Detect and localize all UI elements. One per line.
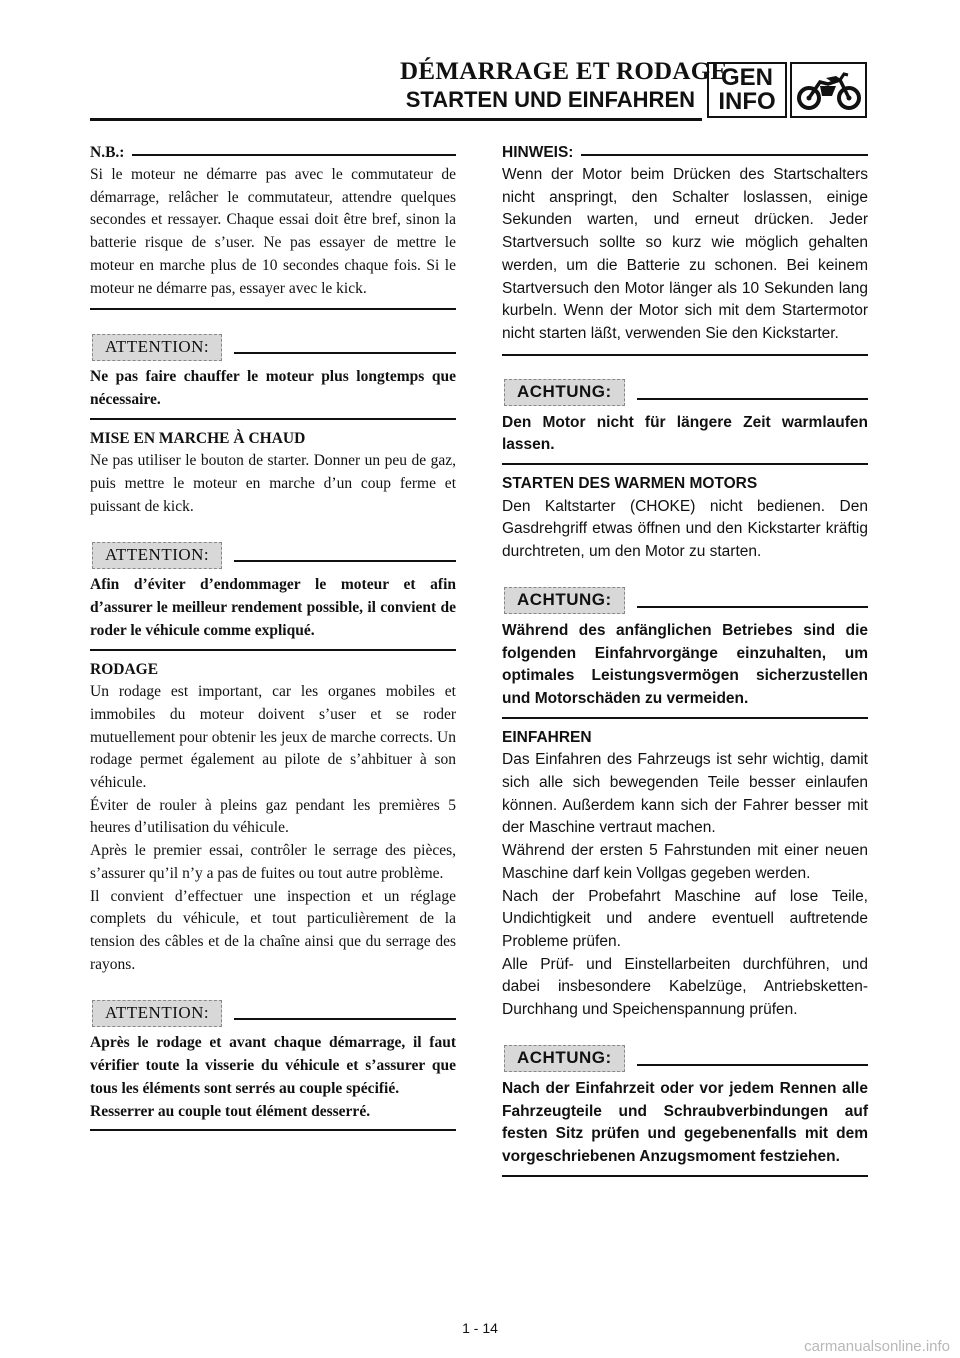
divider (502, 1175, 868, 1177)
attention-badge: ATTENTION: (92, 334, 222, 361)
achtung-rule (637, 398, 868, 400)
achtung-heading (502, 1044, 868, 1074)
rodage-paragraph: Après le premier essai, contrôler le serrage des pièces, s’assurer qu’il n’y a pas de fuites ou tout autre problème. (90, 842, 456, 882)
achtung-badge: ACHTUNG: (504, 379, 625, 406)
page-title-de: STARTEN UND EINFAHREN (405, 87, 695, 112)
attention-rule (234, 560, 456, 562)
rodage-paragraph: Il convient d’effectuer une inspection et un réglage complets du véhicule, et tout particulièrement de la tension des câbles et de la chaîne ainsi que du serrage des rayons. (90, 887, 456, 973)
warm-text: Ne pas utiliser le bouton de starter. Donner un peu de gaz, puis mettre le moteur en marche d’un coup ferme et puissant de kick. (90, 452, 456, 515)
einfahren-paragraph: Alle Prüf- und Einstellarbeiten durchführen, und dabei insbesondere Kabelzüge, Antriebsketten-Durchhang und Speichenspannung prüfen. (502, 955, 868, 1019)
attention-badge: ATTENTION: (92, 542, 222, 569)
section-title-einfahren: EINFAHREN (502, 728, 592, 746)
motorcycle-icon-box (790, 62, 867, 118)
attention-text: Après le rodage et avant chaque démarrage, il faut vérifier toute la visserie du véhicule et s’assurer que tous les éléments sont serrés au couple spécifié. (90, 1034, 456, 1097)
section-badge-line1: GEN (720, 64, 773, 91)
french-column (90, 142, 456, 1131)
hinweis-text: Wenn der Motor beim Drücken des Startschalters nicht anspringt, den Schalter loslassen, einige Sekunden warten, und erneut drücken. Jeder Startversuch sollte so kurz wie möglich gehalten werden, um die Batterie zu schonen. Bei keinem Startversuch den Motor länger als 10 Sekunden lang kurbeln. Wenn der Motor sich mit dem Startermotor nicht starten läßt, verwenden Sie den Kickstarter. (502, 166, 868, 342)
einfahren-paragraph: Das Einfahren des Fahrzeugs ist sehr wichtig, damit sich alle sich bewegenden Teile besser einlaufen können. Außerdem kann sich der Fahrer besser mit der Maschine vertraut machen. (502, 751, 868, 837)
hinweis-label: HINWEIS: (502, 143, 574, 161)
attention-rule (234, 352, 456, 354)
section-badge-line2: INFO (718, 88, 776, 115)
header-rule (90, 118, 702, 121)
achtung-badge: ACHTUNG: (504, 587, 625, 614)
einfahren-paragraph: Während der ersten 5 Fahrstunden mit einer neuen Maschine darf kein Vollgas gegeben werden. (502, 842, 868, 882)
achtung-badge: ACHTUNG: (504, 1045, 625, 1072)
section-title-rodage: RODAGE (90, 660, 159, 678)
nb-label: N.B.: (90, 143, 125, 161)
warm-text: Den Kaltstarter (CHOKE) nicht bedienen. Den Gasdrehgriff etwas öffnen und den Kickstarter kräftig durchtreten, um den Motor zu starten. (502, 497, 868, 561)
attention-heading (90, 332, 456, 362)
section-title-warm: STARTEN DES WARMEN MOTORS (502, 475, 758, 493)
attention-badge: ATTENTION: (92, 1000, 222, 1027)
section-badge (707, 62, 787, 118)
attention-text: Resserrer au couple tout élément desserré. (90, 1102, 371, 1120)
hinweis-rule (581, 154, 868, 156)
achtung-text: Nach der Einfahrzeit oder vor jedem Rennen alle Fahrzeugteile und Schraubverbindungen auf festen Sitz prüfen und gegebenenfalls mit dem vorgeschriebenen Anzugsmoment festziehen. (502, 1079, 868, 1165)
attention-rule (234, 1018, 456, 1020)
achtung-heading (502, 586, 868, 616)
hinweis-heading (502, 142, 868, 164)
rodage-paragraph: Un rodage est important, car les organes mobiles et immobiles du moteur doivent s’user et se roder mutuellement pour obtenir les jeux de marche corrects. Un rodage permet également au pilote de s’ahbituer à son véhicule. (90, 683, 456, 792)
attention-text: Ne pas faire chauffer le moteur plus longtemps que nécessaire. (90, 368, 456, 408)
achtung-rule (637, 606, 868, 608)
attention-text: Afin d’éviter d’endommager le moteur et afin d’assurer le meilleur rendement possible, il convient de roder le véhicule comme expliqué. (90, 576, 456, 639)
german-column (502, 142, 868, 1177)
page-title-fr: DÉMARRAGE ET RODAGE (400, 58, 728, 85)
nb-heading (90, 142, 456, 164)
achtung-heading (502, 378, 868, 408)
achtung-text: Den Motor nicht für längere Zeit warmlaufen lassen. (502, 413, 868, 454)
rodage-paragraph: Éviter de rouler à pleins gaz pendant les premières 5 heures d’utilisation du véhicule. (90, 796, 456, 837)
nb-rule (132, 154, 456, 156)
attention-heading (90, 540, 456, 570)
attention-heading (90, 998, 456, 1028)
achtung-rule (637, 1064, 868, 1066)
einfahren-paragraph: Nach der Probefahrt Maschine auf lose Teile, Undichtigkeit und andere eventuell auftretende Probleme prüfen. (502, 887, 868, 950)
watermark: carmanualsonline.info (804, 1338, 950, 1355)
achtung-text: Während des anfänglichen Betriebes sind die folgenden Einfahrvorgänge einzuhalten, um optimales Leistungsvermögen sicherzustellen und Motorschäden zu vermeiden. (502, 621, 868, 707)
nb-text: Si le moteur ne démarre pas avec le commutateur de démarrage, relâcher le commutateur, attendre quelques secondes et ressayer. Chaque essai doit être bref, sinon la batterie risque de s’user. Ne pas essayer de mettre le moteur en marche plus de 10 secondes chaque fois. Si le moteur ne démarre pas, essayer avec le kick. (90, 166, 456, 297)
motorcycle-icon (796, 70, 862, 112)
divider (90, 1129, 456, 1131)
section-title-warm: MISE EN MARCHE À CHAUD (90, 429, 306, 447)
page-number: 1 - 14 (462, 1320, 498, 1336)
